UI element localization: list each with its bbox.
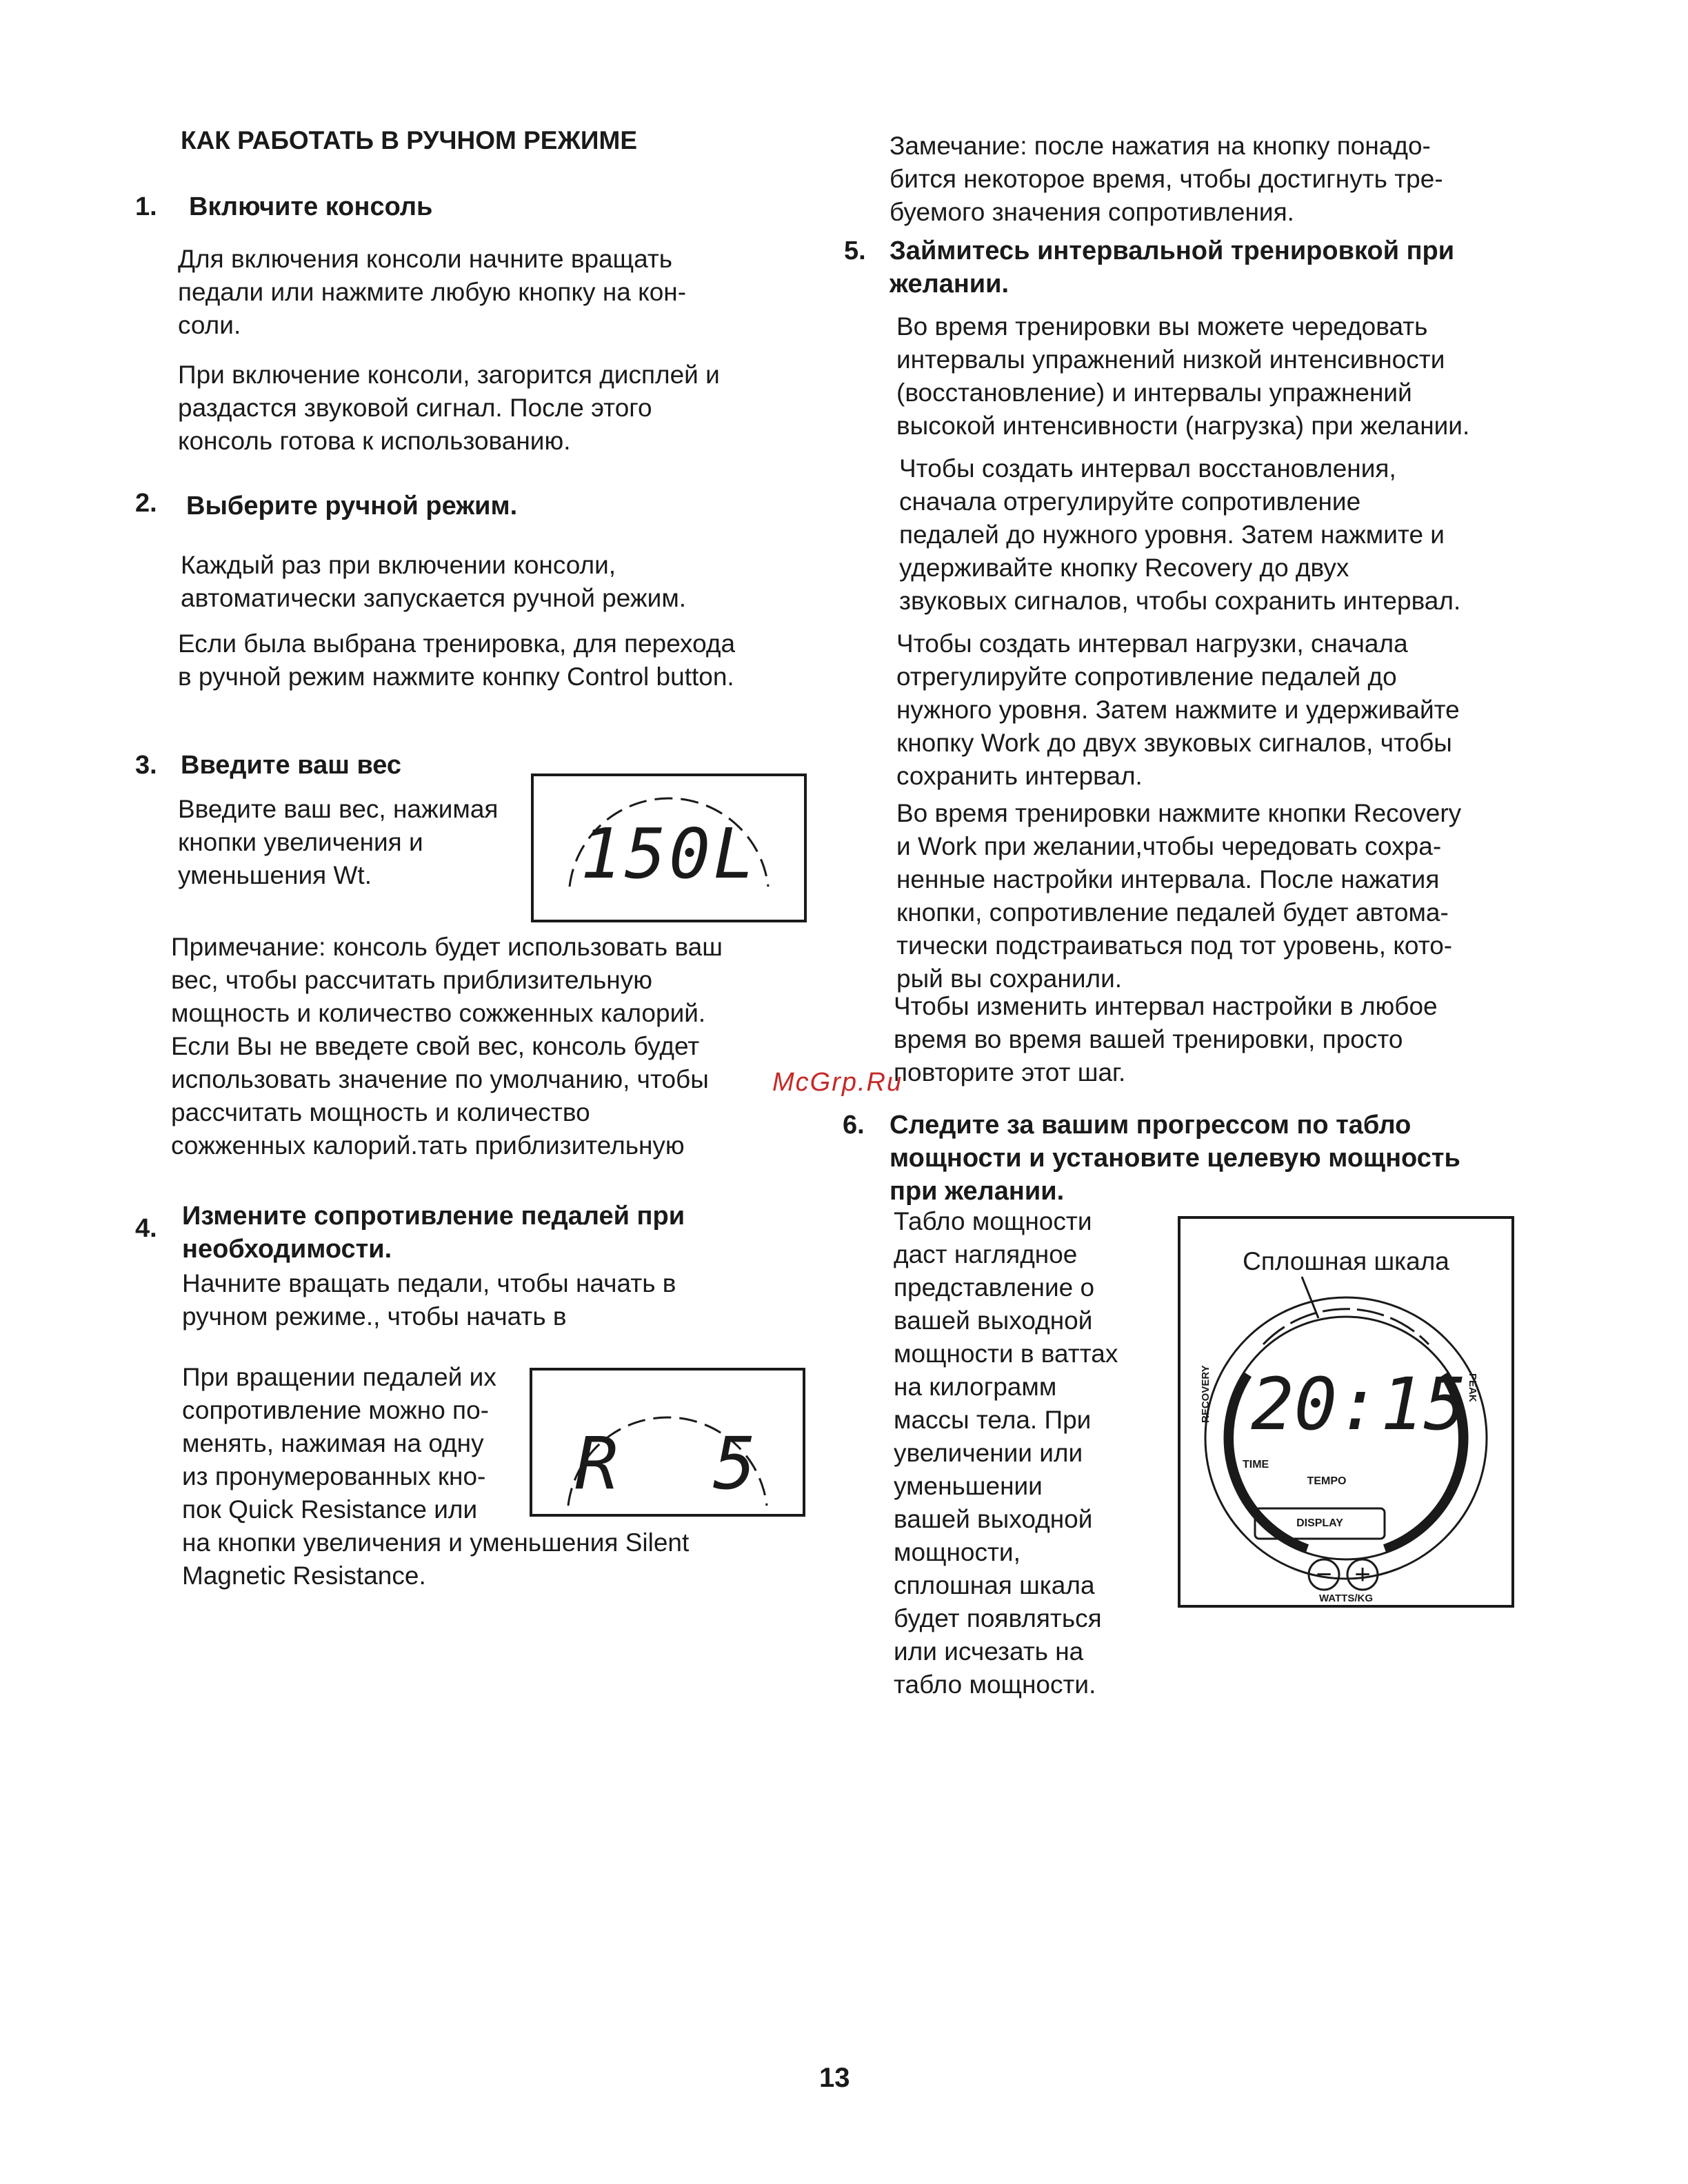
step-4-paragraph-2: При вращении педалей их сопротивление можно по- менять, нажимая на одну из пронумерованных кно- пок Quick Resistance или на кнопки увеличения и уменьшения Silent Magnetic Resistance. [182,1363,690,1590]
power-display-figure [1178,1216,1514,1608]
display-button: DISPLAY [1296,1517,1343,1529]
step-5-number: 5. [844,236,866,265]
step-6-number: 6. [843,1111,865,1140]
page-number: 13 [819,2063,850,2093]
step-1-paragraph-1: Для включения консоли начните вращать педали или нажмите любую кнопку на кон- соли. [178,245,687,339]
peak-label: PEAK [1467,1373,1478,1402]
step-3-number: 3. [135,751,157,780]
step-3-note: Примечание: консоль будет использовать ваш вес, чтобы рассчитать приблизительную мощность и количество сожженных калорий. Если Вы не введете свой вес, консоль будет использовать значение по умолчанию, чтобы рассчитать мощность и количество сожженных калорий.тать приблизительную [171,933,723,1160]
step-1-title: Включите консоль [189,192,433,221]
step-6-title: Следите за вашим прогрессом по табло мощности и установите целевую мощность при желании. [890,1111,1460,1206]
step-5-paragraph-1: Во время тренировки вы можете чередовать интервалы упражнений низкой интенсивности (восстановление) и интервалы упражнений высокой интенсивности (нагрузка) при желании. [896,312,1470,440]
step-4-paragraph-1: Начните вращать педали, чтобы начать в ручном режиме., чтобы начать в [182,1269,676,1331]
step-4-number: 4. [135,1214,157,1243]
step-3-paragraph: Введите ваш вес, нажимая кнопки увеличения и уменьшения Wt. [178,795,499,889]
plus-button: + [1354,1559,1371,1590]
weight-lcd-value: 150L [580,813,758,894]
recovery-label: RECOVERY [1200,1365,1212,1423]
watts-per-kg-label: WATTS/KG [1318,1593,1374,1604]
step-5-paragraph-4: Во время тренировки нажмите кнопки Recovery и Work при желании,чтобы чередовать сохра- ненные настройки интервала. После нажатия кнопки, сопротивление педалей будет автома- тически подстраиваться под тот уровень, кото- рый вы сохранили. [896,799,1462,993]
resistance-display-figure [530,1368,805,1517]
step-2-paragraph-2: Если была выбрана тренировка, для перехода в ручной режим нажмите конпку Control button. [178,629,736,691]
display-arc-graphic [532,1371,803,1514]
step-1-number: 1. [135,192,157,221]
resistance-lcd-label: R [575,1422,619,1506]
watermark: McGrp.Ru [772,1068,903,1097]
minus-button: − [1316,1559,1332,1590]
tempo-label: TEMPO [1307,1475,1347,1487]
weight-display-figure [531,774,807,922]
step-5-paragraph-2: Чтобы создать интервал восстановления, сначала отрегулируйте сопротивление педалей до нужного уровня. Затем нажмите и удерживайте кнопку Recovery до двух звуковых сигналов, чтобы сохранить интервал. [899,454,1461,615]
step-5-title: Займитесь интервальной тренировкой при желании. [890,236,1455,299]
step-6-paragraph: Табло мощности даст наглядное представление о вашей выходной мощности в ваттах на килограмм массы тела. При увеличении или уменьшении вашей выходной мощности, сплошная шкала будет появляться или исчезать на табло мощности. [894,1207,1118,1699]
time-lcd-value: 20:15 [1251,1362,1467,1446]
step-2-title: Выберите ручной режим. [186,492,518,520]
step-2-number: 2. [135,489,157,518]
page-title: КАК РАБОТАТЬ В РУЧНОМ РЕЖИМЕ [181,126,638,154]
step-1-paragraph-2: При включение консоли, загорится дисплей и раздастся звуковой сигнал. После этого консоль готова к использованию. [178,361,720,455]
time-label: TIME [1243,1459,1269,1470]
step-5-paragraph-3: Чтобы создать интервал нагрузки, сначала отрегулируйте сопротивление педалей до нужного уровня. Затем нажмите и удерживайте кнопку Work до двух звуковых сигналов, чтобы сохранить интервал. [896,629,1460,790]
step-3-title: Введите ваш вес [181,751,402,780]
step-4-title: Измените сопротивление педалей при необходимости. [182,1202,685,1264]
step-2-paragraph-1: Каждый раз при включении консоли, автоматически запускается ручной режим. [181,551,687,612]
resistance-note: Замечание: после нажатия на кнопку понадо- бится некоторое время, чтобы достигнуть тре- буемого значения сопротивления. [890,132,1443,226]
solid-bar-caption: Сплошная шкала [1243,1247,1449,1275]
resistance-lcd-value: 5 [713,1422,756,1506]
step-5-paragraph-5: Чтобы изменить интервал настройки в любое время во время вашей тренировки, просто повторите этот шаг. [894,992,1438,1086]
